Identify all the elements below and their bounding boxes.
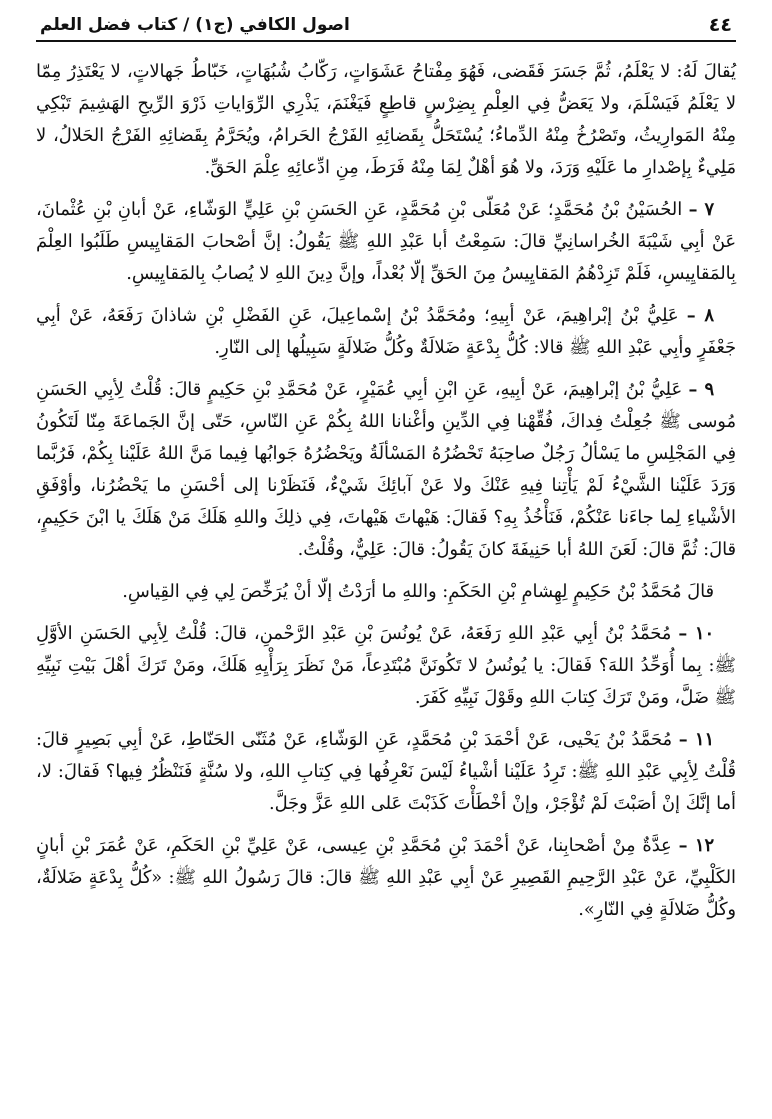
hadith-number: ١٢ – <box>678 835 714 856</box>
hadith-text: مُحَمَّدُ بْنُ أبِي عَبْدِ اللهِ رَفَعَهُ، عَنْ يُونُسَ بْنِ عَبْدِ الرَّحْمنِ، قالَ: قُلْتُ لِأبِي الحَسَنِ الأوَّلِ ﷺ: بِما أُوَحِّدُ اللهَ؟ فَقالَ: يا يُونُسُ لا تَكُونَنَّ مُبْتَدِعاً، مَنْ نَظَرَ بِرَأْيِهِ هَلَكَ، ومَنْ تَرَكَ أهْلَ بَيْتِ نَبِيِّهِ ﷺ ضَلَّ، ومَنْ تَرَكَ كِتابَ اللهِ وقَوْلَ نَبِيِّهِ كَفَرَ. <box>36 623 736 708</box>
hadith-text: عِدَّةٌ مِنْ أصْحابِنا، عَنْ أحْمَدَ بْنِ مُحَمَّدِ بْنِ عِيسى، عَنْ عَلِيِّ بْنِ الحَكَمِ، عَنْ عُمَرَ بْنِ أبانٍ الكَلْبِيِّ، عَنْ عَبْدِ الرَّحِيمِ القَصِيرِ عَنْ أبِي عَبْدِ اللهِ ﷺ قالَ: قالَ رَسُولُ اللهِ ﷺ: «كُلُّ بِدْعَةٍ ضَلالَةٌ، وكُلُّ ضَلالَةٍ فِي النّارِ». <box>36 835 736 920</box>
running-title: اصول الكافي (ج١) / كتاب فضل العلم <box>40 15 350 35</box>
hadith-number: ١٠ – <box>678 623 714 644</box>
paragraph-text: يُقالَ لَهُ: لا يَعْلَمُ، ثُمَّ جَسَرَ فَقَضى، فَهُوَ مِفْتاحُ عَشَوَاتٍ، رَكّابُ شُبُهَاتٍ، خَبّاطُ جَهالاتٍ، لا يَعْتَذِرُ مِمّا لا يَعْلَمُ فَيَسْلَمَ، ولا يَعَضُّ فِي العِلْمِ بِضِرْسٍ قاطِعٍ فَيَغْنَمَ، يَذْرِي الرِّوَاياتِ ذَرْوَ الرِّيحِ الهَشِيمَ تَبْكِي مِنْهُ المَوارِيثُ، وتَصْرُخُ مِنْهُ الدِّماءُ؛ يُسْتَحَلُّ بِقَضائِهِ الفَرْجُ الحَرامُ، ويُحَرَّمُ بِقَضائِهِ الفَرْجُ الحَلالُ، لا مَلِيءٌ بِإصْدارِ ما عَلَيْهِ وَرَدَ، ولا هُوَ أهْلٌ لِمَا مِنْهُ فَرَطَ، مِنِ ادِّعائِهِ عِلْمَ الحَقِّ. <box>36 61 736 178</box>
hadith-text: عَلِيُّ بْنُ إبْراهِيمَ، عَنْ أبِيهِ؛ ومُحَمَّدُ بْنُ إسْماعِيلَ، عَنِ الفَضْلِ بْنِ شاذانَ رَفَعَهُ، عَنْ أبِي جَعْفَرٍ وأبِي عَبْدِ اللهِ ﷺ قالا: كُلُّ بِدْعَةٍ ضَلالَةٌ وكُلُّ ضَلالَةٍ سَبِيلُها إلى النّارِ. <box>36 305 736 358</box>
paragraph-remark <box>36 576 736 608</box>
hadith-text: الحُسَيْنُ بْنُ مُحَمَّدٍ؛ عَنْ مُعَلّى بْنِ مُحَمَّدٍ، عَنِ الحَسَنِ بْنِ عَلِيٍّ الوَشّاءِ، عَنْ أبانِ بْنِ عُثْمانَ، عَنْ أبِي شَيْبَةَ الخُراسانِيِّ قالَ: سَمِعْتُ أبا عَبْدِ اللهِ ﷺ يَقُولُ: إنَّ أصْحابَ المَقايِيسِ طَلَبُوا العِلْمَ بِالمَقايِيسِ، فَلَمْ تَزِدْهُمُ المَقايِيسُ مِنَ الحَقِّ إلّا بُعْداً، وإنَّ دِينَ اللهِ لا يُصابُ بِالمَقايِيسِ. <box>36 199 736 284</box>
page-header <box>36 10 736 42</box>
paragraph-continuation <box>36 56 736 184</box>
hadith-number: ٨ – <box>686 305 714 326</box>
page-body <box>36 56 736 926</box>
hadith-11 <box>36 724 736 820</box>
hadith-10 <box>36 618 736 714</box>
hadith-8 <box>36 300 736 364</box>
hadith-number: ٩ – <box>688 379 714 400</box>
hadith-9 <box>36 374 736 566</box>
hadith-text: عَلِيُّ بْنُ إبْراهِيمَ، عَنْ أبِيهِ، عَنِ ابْنِ أبِي عُمَيْرٍ، عَنْ مُحَمَّدِ بْنِ حَكِيمٍ قالَ: قُلْتُ لِأبِي الحَسَنِ مُوسى ﷺ جُعِلْتُ فِداكَ، فُقِّهْنا فِي الدِّينِ وأغْنانا اللهُ بِكُمْ عَنِ النّاسِ، حَتّى إنَّ الجَماعَةَ مِنّا لَتَكُونُ فِي المَجْلِسِ ما يَسْألُ رَجُلٌ صاحِبَهُ تَحْضُرُهُ المَسْألَةُ ويَحْضُرُهُ جَوابُها فِيما مَنَّ اللهُ عَلَيْنا بِكُمْ، فَرُبَّما وَرَدَ عَلَيْنا الشَّيْءُ لَمْ يَأْتِنا فِيهِ عَنْكَ ولا عَنْ آبائِكَ شَيْءٌ، فَنَظَرْنا إلى أحْسَنِ ما يَحْضُرُنا، وأوْفَقِ الأشْياءِ لِما جاءَنا عَنْكُمْ، فَنَأْخُذُ بِهِ؟ فَقالَ: هَيْهاتَ هَيْهاتَ، فِي ذلِكَ واللهِ هَلَكَ مَنْ هَلَكَ يا ابْنَ حَكِيمٍ، قالَ: ثُمَّ قالَ: لَعَنَ اللهُ أبا حَنِيفَةَ كانَ يَقُولُ: قالَ: عَلِيٌّ، وقُلْتُ. <box>36 379 736 560</box>
hadith-number: ٧ – <box>688 199 714 220</box>
paragraph-text: قالَ مُحَمَّدُ بْنُ حَكِيمٍ لِهِشامِ بْنِ الحَكَمِ: واللهِ ما أرَدْتُ إلّا أنْ يُرَخِّصَ لِي فِي القِياسِ. <box>122 581 714 602</box>
book-page <box>36 10 736 1110</box>
page-number: ٤٤ <box>708 14 732 36</box>
hadith-text: مُحَمَّدُ بْنُ يَحْيى، عَنْ أحْمَدَ بْنِ مُحَمَّدٍ، عَنِ الوَشّاءِ، عَنْ مُثَنّى الحَنّاطِ، عَنْ أبِي بَصِيرٍ قالَ: قُلْتُ لِأبِي عَبْدِ اللهِ ﷺ: تَرِدُ عَلَيْنا أشْياءُ لَيْسَ نَعْرِفُها فِي كِتابِ اللهِ، ولا سُنَّةٍ فَنَنْظُرُ فِيها؟ فَقالَ: لا، أما إنَّكَ إنْ أصَبْتَ لَمْ تُؤْجَرْ، وإنْ أخْطَأْتَ كَذَبْتَ عَلى اللهِ عَزَّ وجَلَّ. <box>36 729 736 814</box>
hadith-7 <box>36 194 736 290</box>
hadith-number: ١١ – <box>678 729 715 750</box>
hadith-12 <box>36 830 736 926</box>
